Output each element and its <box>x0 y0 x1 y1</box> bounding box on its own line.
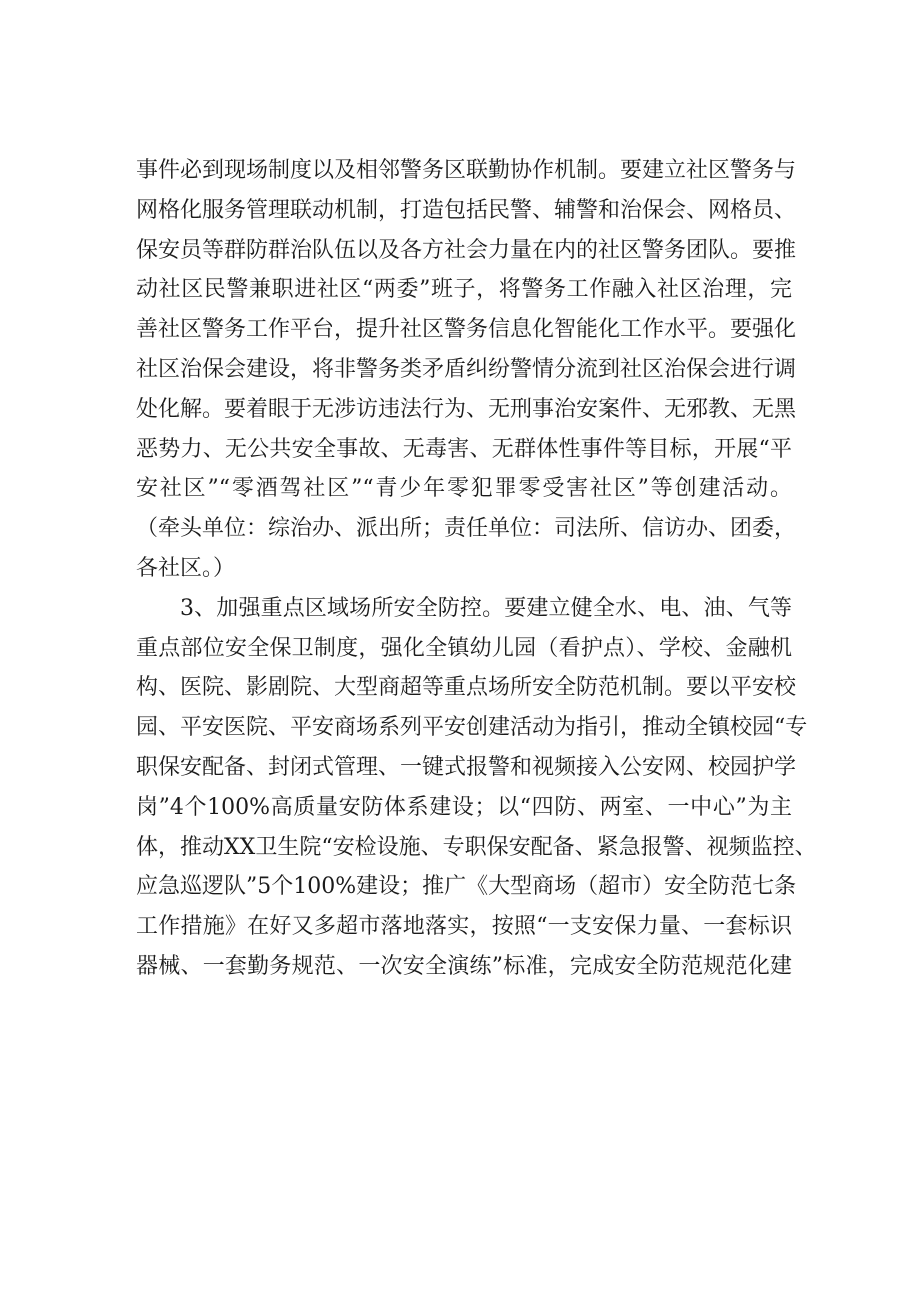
text-line: 器械、一套勤务规范、一次安全演练”标准，完成安全防范规范化建 <box>136 953 792 979</box>
text-line: 各社区。） <box>136 555 236 581</box>
text-line: 工作措施》在好又多超市落地落实，按照“一支安保力量、一套标识 <box>136 914 792 940</box>
text-line: 体，推动XX卫生院“安检设施、专职保安配备、紧急报警、视频监控、 <box>136 834 817 860</box>
text-line: 善社区警务工作平台，提升社区警务信息化智能化工作水平。要强化 <box>136 317 797 343</box>
text-line: 恶势力、无公共安全事故、无毒害、无群体性事件等目标，开展“平 <box>136 436 792 462</box>
paragraph-1 <box>136 151 797 589</box>
text-line: 构、医院、影剧院、大型商超等重点场所安全防范机制。要以平安校 <box>136 675 797 701</box>
text-line: 职保安配备、封闭式管理、一键式报警和视频接入公安网、校园护学 <box>136 754 797 780</box>
text-line: 安社区”“零酒驾社区”“青少年零犯罪零受害社区”等创建活动。 <box>136 476 792 502</box>
text-line: 网格化服务管理联动机制，打造包括民警、辅警和治保会、网格员、 <box>136 197 797 223</box>
text-line: 保安员等群防群治队伍以及各方社会力量在内的社区警务团队。要推 <box>136 237 797 263</box>
text-line: 园、平安医院、平安商场系列平安创建活动为指引，推动全镇校园“专 <box>136 715 808 741</box>
text-line: 事件必到现场制度以及相邻警务区联勤协作机制。要建立社区警务与 <box>136 158 797 183</box>
text-line: 重点部位安全保卫制度，强化全镇幼儿园（看护点）、学校、金融机 <box>136 635 792 661</box>
text-line: 社区治保会建设，将非警务类矛盾纠纷警情分流到社区治保会进行调 <box>136 356 797 382</box>
document-body <box>136 151 817 987</box>
text-line: 动社区民警兼职进社区“两委”班子，将警务工作融入社区治理，完 <box>136 277 792 303</box>
text-line: 3、加强重点区域场所安全防控。要建立健全水、电、油、气等 <box>180 595 792 621</box>
text-line: 应急巡逻队”5个100%建设；推广《大型商场（超市）安全防范七条 <box>136 874 797 900</box>
paragraph-2 <box>136 589 817 987</box>
text-line: 处化解。要着眼于无涉访违法行为、无刑事治安案件、无邪教、无黑 <box>136 396 797 422</box>
text-line: （牵头单位：综治办、派出所；责任单位：司法所、信访办、团委， <box>136 516 797 542</box>
text-line: 岗”4个100%高质量安防体系建设；以“四防、两室、一中心”为主 <box>136 794 792 820</box>
